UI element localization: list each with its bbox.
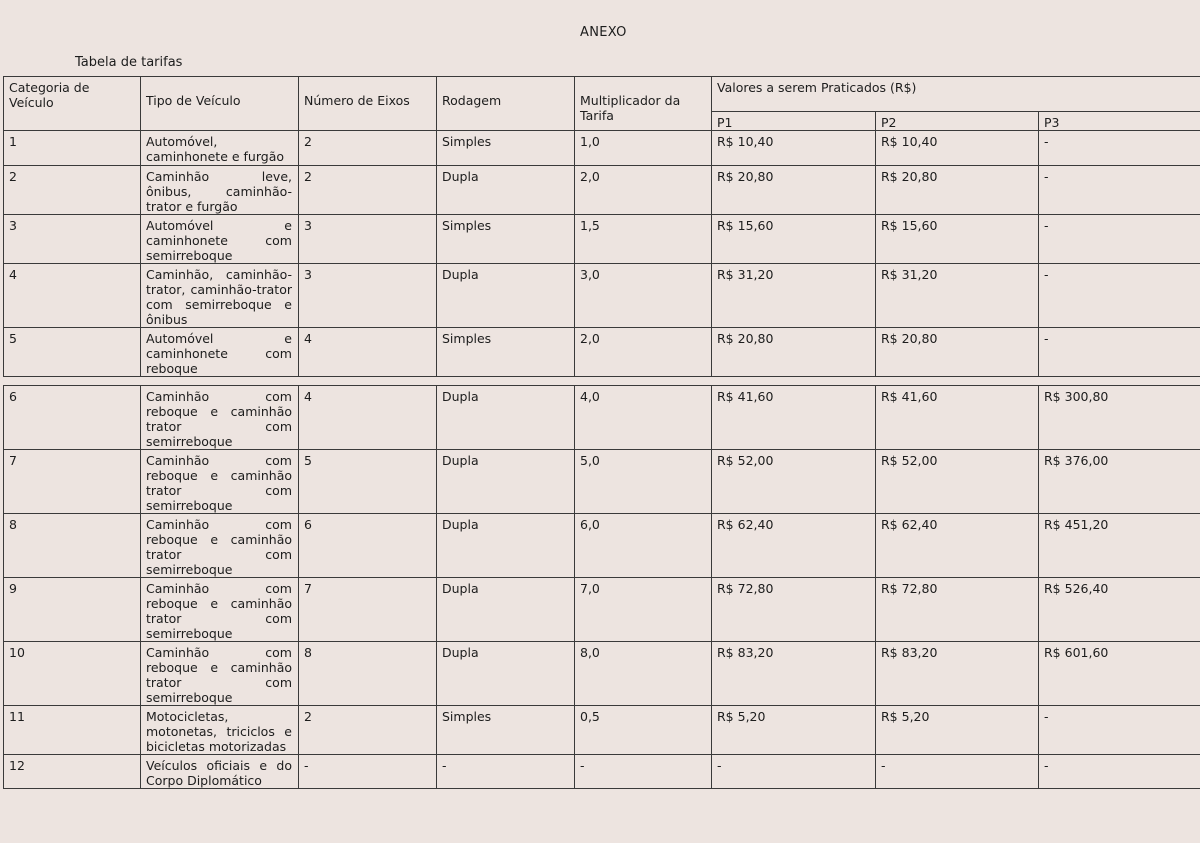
table-row: [4, 514, 1200, 578]
header-valores: Valores a serem Praticados (R$): [712, 77, 1200, 112]
header-rodagem: Rodagem: [437, 77, 575, 131]
cell-p1: R$ 5,20: [712, 706, 876, 755]
cell-categoria: 4: [4, 264, 141, 328]
table-row: [4, 642, 1200, 706]
cell-categoria: 5: [4, 328, 141, 377]
header-multiplicador: Multiplicador da Tarifa: [575, 77, 712, 131]
cell-eixos: 2: [299, 706, 437, 755]
table-row: [4, 706, 1200, 755]
cell-rodagem: Dupla: [437, 514, 575, 578]
cell-p1: R$ 52,00: [712, 450, 876, 514]
cell-eixos: 4: [299, 386, 437, 450]
cell-p1: R$ 15,60: [712, 215, 876, 264]
header-p1: P1: [712, 112, 876, 131]
cell-eixos: 5: [299, 450, 437, 514]
tariff-table: [3, 76, 1200, 789]
cell-multiplicador: 2,0: [575, 328, 712, 377]
table-row: [4, 450, 1200, 514]
cell-eixos: 3: [299, 215, 437, 264]
cell-rodagem: -: [437, 755, 575, 789]
table-row: [4, 386, 1200, 450]
cell-p2: R$ 20,80: [876, 328, 1039, 377]
header-eixos: Número de Eixos: [299, 77, 437, 131]
header-categoria: Categoria de Veículo: [4, 77, 141, 131]
cell-tipo: Caminhão com reboque e caminhão trator com semirreboque: [141, 578, 299, 642]
cell-p3: -: [1039, 328, 1200, 377]
cell-p2: R$ 20,80: [876, 166, 1039, 215]
cell-rodagem: Simples: [437, 215, 575, 264]
cell-eixos: 8: [299, 642, 437, 706]
cell-rodagem: Dupla: [437, 166, 575, 215]
cell-tipo: Caminhão com reboque e caminhão trator com semirreboque: [141, 386, 299, 450]
table-row: [4, 328, 1200, 377]
cell-tipo: Caminhão com reboque e caminhão trator com semirreboque: [141, 450, 299, 514]
cell-p2: R$ 83,20: [876, 642, 1039, 706]
page-break-cell: [4, 377, 1200, 386]
table-row: [4, 755, 1200, 789]
cell-categoria: 12: [4, 755, 141, 789]
cell-multiplicador: 1,0: [575, 131, 712, 166]
cell-rodagem: Simples: [437, 328, 575, 377]
cell-categoria: 7: [4, 450, 141, 514]
cell-multiplicador: 2,0: [575, 166, 712, 215]
cell-p2: R$ 10,40: [876, 131, 1039, 166]
cell-tipo: Automóvel, caminhonete e furgão: [141, 131, 299, 166]
cell-rodagem: Dupla: [437, 642, 575, 706]
cell-multiplicador: 3,0: [575, 264, 712, 328]
cell-tipo: Caminhão com reboque e caminhão trator com semirreboque: [141, 642, 299, 706]
cell-multiplicador: -: [575, 755, 712, 789]
cell-eixos: 2: [299, 131, 437, 166]
cell-eixos: 7: [299, 578, 437, 642]
cell-categoria: 2: [4, 166, 141, 215]
cell-tipo: Automóvel e caminhonete com reboque: [141, 328, 299, 377]
cell-p3: R$ 601,60: [1039, 642, 1200, 706]
cell-p1: R$ 20,80: [712, 328, 876, 377]
cell-p1: R$ 72,80: [712, 578, 876, 642]
cell-p2: R$ 52,00: [876, 450, 1039, 514]
table-row: [4, 166, 1200, 215]
table-row: [4, 215, 1200, 264]
cell-p3: -: [1039, 755, 1200, 789]
header-row: [4, 77, 1200, 112]
cell-rodagem: Dupla: [437, 386, 575, 450]
cell-categoria: 1: [4, 131, 141, 166]
cell-eixos: -: [299, 755, 437, 789]
cell-categoria: 9: [4, 578, 141, 642]
cell-eixos: 6: [299, 514, 437, 578]
cell-tipo: Veículos oficiais e do Corpo Diplomático: [141, 755, 299, 789]
cell-p2: R$ 5,20: [876, 706, 1039, 755]
cell-p2: -: [876, 755, 1039, 789]
cell-p1: R$ 31,20: [712, 264, 876, 328]
cell-categoria: 10: [4, 642, 141, 706]
cell-multiplicador: 7,0: [575, 578, 712, 642]
cell-p3: -: [1039, 215, 1200, 264]
cell-p1: -: [712, 755, 876, 789]
table-row: [4, 578, 1200, 642]
cell-p3: -: [1039, 706, 1200, 755]
table-caption: Tabela de tarifas: [75, 55, 183, 70]
cell-eixos: 4: [299, 328, 437, 377]
cell-p1: R$ 20,80: [712, 166, 876, 215]
header-p3: P3: [1039, 112, 1200, 131]
cell-p2: R$ 41,60: [876, 386, 1039, 450]
cell-tipo: Automóvel e caminhonete com semirreboque: [141, 215, 299, 264]
page-break-gap: [4, 377, 1200, 386]
cell-p2: R$ 31,20: [876, 264, 1039, 328]
cell-multiplicador: 6,0: [575, 514, 712, 578]
cell-p2: R$ 62,40: [876, 514, 1039, 578]
header-p2: P2: [876, 112, 1039, 131]
table-row: [4, 131, 1200, 166]
cell-p1: R$ 10,40: [712, 131, 876, 166]
cell-rodagem: Dupla: [437, 450, 575, 514]
cell-multiplicador: 4,0: [575, 386, 712, 450]
cell-rodagem: Simples: [437, 706, 575, 755]
table-row: [4, 264, 1200, 328]
cell-p3: -: [1039, 166, 1200, 215]
cell-categoria: 6: [4, 386, 141, 450]
cell-rodagem: Dupla: [437, 264, 575, 328]
cell-categoria: 8: [4, 514, 141, 578]
cell-categoria: 11: [4, 706, 141, 755]
cell-categoria: 3: [4, 215, 141, 264]
cell-p2: R$ 15,60: [876, 215, 1039, 264]
cell-multiplicador: 0,5: [575, 706, 712, 755]
cell-multiplicador: 1,5: [575, 215, 712, 264]
cell-tipo: Caminhão, caminhão-trator, caminhão-trator com semirreboque e ônibus: [141, 264, 299, 328]
cell-multiplicador: 5,0: [575, 450, 712, 514]
cell-tipo: Caminhão com reboque e caminhão trator com semirreboque: [141, 514, 299, 578]
cell-p1: R$ 83,20: [712, 642, 876, 706]
cell-tipo: Caminhão leve, ônibus, caminhão-trator e furgão: [141, 166, 299, 215]
cell-p3: -: [1039, 131, 1200, 166]
cell-eixos: 2: [299, 166, 437, 215]
cell-eixos: 3: [299, 264, 437, 328]
annex-title: ANEXO: [580, 25, 627, 40]
cell-tipo: Motocicletas, motonetas, triciclos e bicicletas motorizadas: [141, 706, 299, 755]
cell-p3: R$ 376,00: [1039, 450, 1200, 514]
cell-p3: -: [1039, 264, 1200, 328]
cell-p3: R$ 451,20: [1039, 514, 1200, 578]
cell-p1: R$ 62,40: [712, 514, 876, 578]
header-tipo: Tipo de Veículo: [141, 77, 299, 131]
cell-rodagem: Dupla: [437, 578, 575, 642]
cell-p3: R$ 526,40: [1039, 578, 1200, 642]
cell-multiplicador: 8,0: [575, 642, 712, 706]
cell-rodagem: Simples: [437, 131, 575, 166]
cell-p3: R$ 300,80: [1039, 386, 1200, 450]
cell-p2: R$ 72,80: [876, 578, 1039, 642]
cell-p1: R$ 41,60: [712, 386, 876, 450]
